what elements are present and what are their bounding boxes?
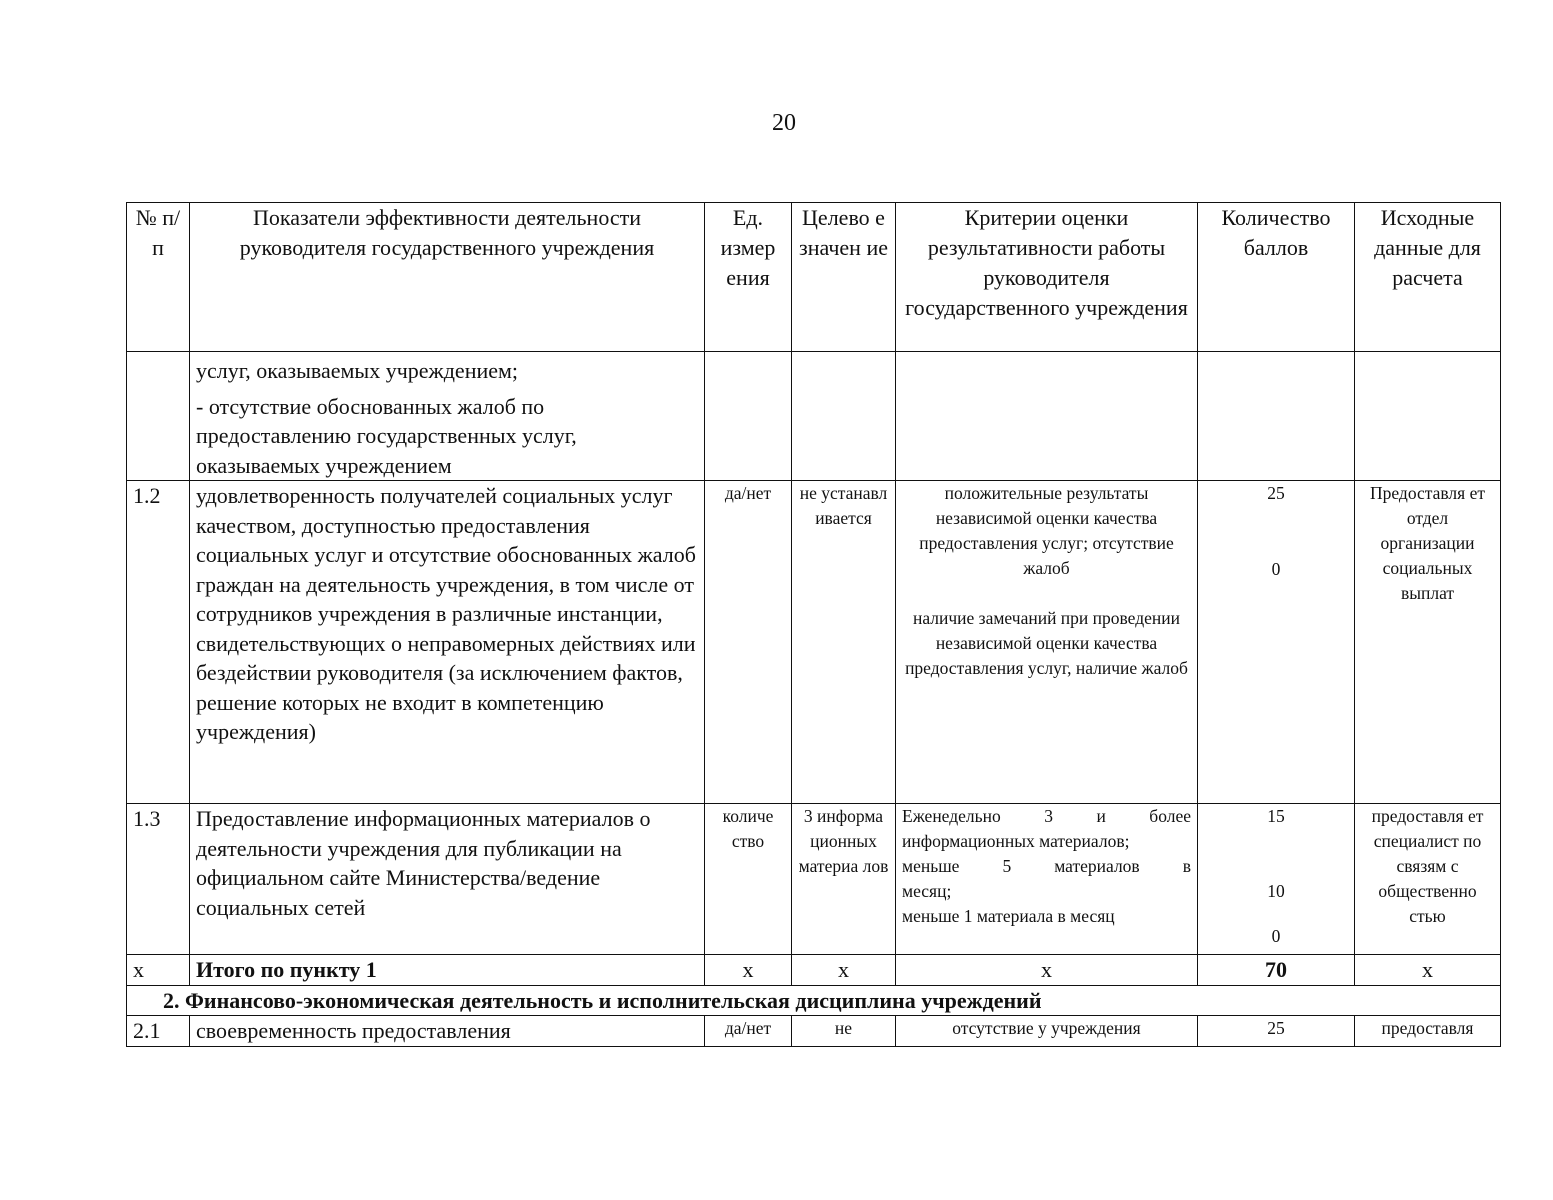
cell-indicator: удовлетворенность получателей социальных услуг качеством, доступностью предоставления социальных услуг и отсутствие обоснованных жалоб граждан на деятельность учреждения, в том числе от сотрудников учреждения в различные инстанции, свидетельствующих о неправомерных действиях или бездействии руководителя (за исключением фактов, решение которых не входит в компетенцию учреждения) xyxy=(190,481,705,804)
cell-points xyxy=(1198,804,1355,955)
cell-points xyxy=(1198,481,1355,804)
cell-num: х xyxy=(127,955,190,986)
evaluation-table xyxy=(126,202,1501,1047)
criteria-line-3: меньше 1 материала в месяц xyxy=(902,906,1115,926)
cell-target: не xyxy=(792,1016,896,1047)
page-number: 20 xyxy=(772,110,796,136)
points-3: 0 xyxy=(1271,926,1281,946)
cell-points-total: 70 xyxy=(1198,955,1355,986)
criteria-line-2a: меньше 5 материалов в xyxy=(902,856,1191,876)
cell-num: 2.1 xyxy=(127,1016,190,1047)
cell-unit: да/нет xyxy=(705,481,792,804)
cell-points: 25 xyxy=(1198,1016,1355,1047)
cell-criteria xyxy=(896,352,1198,481)
header-points: Количество баллов xyxy=(1198,203,1355,352)
cell-criteria: х xyxy=(896,955,1198,986)
cell-target: 3 информа ционных материа лов xyxy=(792,804,896,955)
criteria-line-1a: Еженедельно 3 и более xyxy=(902,806,1191,826)
cell-source: предоставля ет специалист по связям с общественно стью xyxy=(1355,804,1501,955)
header-indicator: Показатели эффективности деятельности руководителя государственного учреждения xyxy=(190,203,705,352)
criteria-line-2b: месяц; xyxy=(902,881,952,901)
cell-indicator xyxy=(190,352,705,481)
header-criteria: Критерии оценки результативности работы руководителя государственного учреждения xyxy=(896,203,1198,352)
cell-points xyxy=(1198,352,1355,481)
criteria-negative: наличие замечаний при проведении независимой оценки качества предоставления услуг, наличие жалоб xyxy=(905,608,1188,678)
cell-source xyxy=(1355,352,1501,481)
header-unit: Ед. измер ения xyxy=(705,203,792,352)
points-positive: 25 xyxy=(1267,483,1285,503)
points-1: 15 xyxy=(1267,806,1285,826)
criteria-line-1b: информационных материалов; xyxy=(902,831,1130,851)
cell-criteria xyxy=(896,481,1198,804)
table-row-1-3 xyxy=(127,804,1501,955)
cell-source: предоставля xyxy=(1355,1016,1501,1047)
cell-criteria: отсутствие у учреждения xyxy=(896,1016,1198,1047)
criteria-positive: положительные результаты независимой оценки качества предоставления услуг; отсутствие жалоб xyxy=(919,483,1174,578)
cell-indicator: своевременность предоставления xyxy=(190,1016,705,1047)
cell-indicator: Предоставление информационных материалов о деятельности учреждения для публикации на официальном сайте Министерства/ведение социальных сетей xyxy=(190,804,705,955)
cell-source: х xyxy=(1355,955,1501,986)
cell-target: х xyxy=(792,955,896,986)
cell-target xyxy=(792,352,896,481)
table-row-total xyxy=(127,955,1501,986)
points-2: 10 xyxy=(1267,881,1285,901)
header-num: № п/п xyxy=(127,203,190,352)
table-row-continuation xyxy=(127,352,1501,481)
cell-total-label: Итого по пункту 1 xyxy=(190,955,705,986)
header-source: Исходные данные для расчета xyxy=(1355,203,1501,352)
table-row-1-2 xyxy=(127,481,1501,804)
cell-unit: да/нет xyxy=(705,1016,792,1047)
cell-source: Предоставля ет отдел организации социальных выплат xyxy=(1355,481,1501,804)
table-row-2-1 xyxy=(127,1016,1501,1047)
cell-target: не устанавл ивается xyxy=(792,481,896,804)
cell-criteria xyxy=(896,804,1198,955)
indicator-line-1: услуг, оказываемых учреждением; xyxy=(196,358,519,383)
points-negative: 0 xyxy=(1271,559,1281,579)
header-target: Целево е значен ие xyxy=(792,203,896,352)
cell-num: 1.3 xyxy=(127,804,190,955)
cell-unit: количе ство xyxy=(705,804,792,955)
cell-num: 1.2 xyxy=(127,481,190,804)
cell-unit xyxy=(705,352,792,481)
cell-unit: х xyxy=(705,955,792,986)
cell-num xyxy=(127,352,190,481)
table-row-section-2 xyxy=(127,985,1501,1016)
section-heading: 2. Финансово-экономическая деятельность и исполнительская дисциплина учреждений xyxy=(127,985,1501,1016)
table-header-row xyxy=(127,203,1501,352)
indicator-line-2: - отсутствие обоснованных жалоб по предоставлению государственных услуг, оказываемых учреждением xyxy=(196,393,577,478)
